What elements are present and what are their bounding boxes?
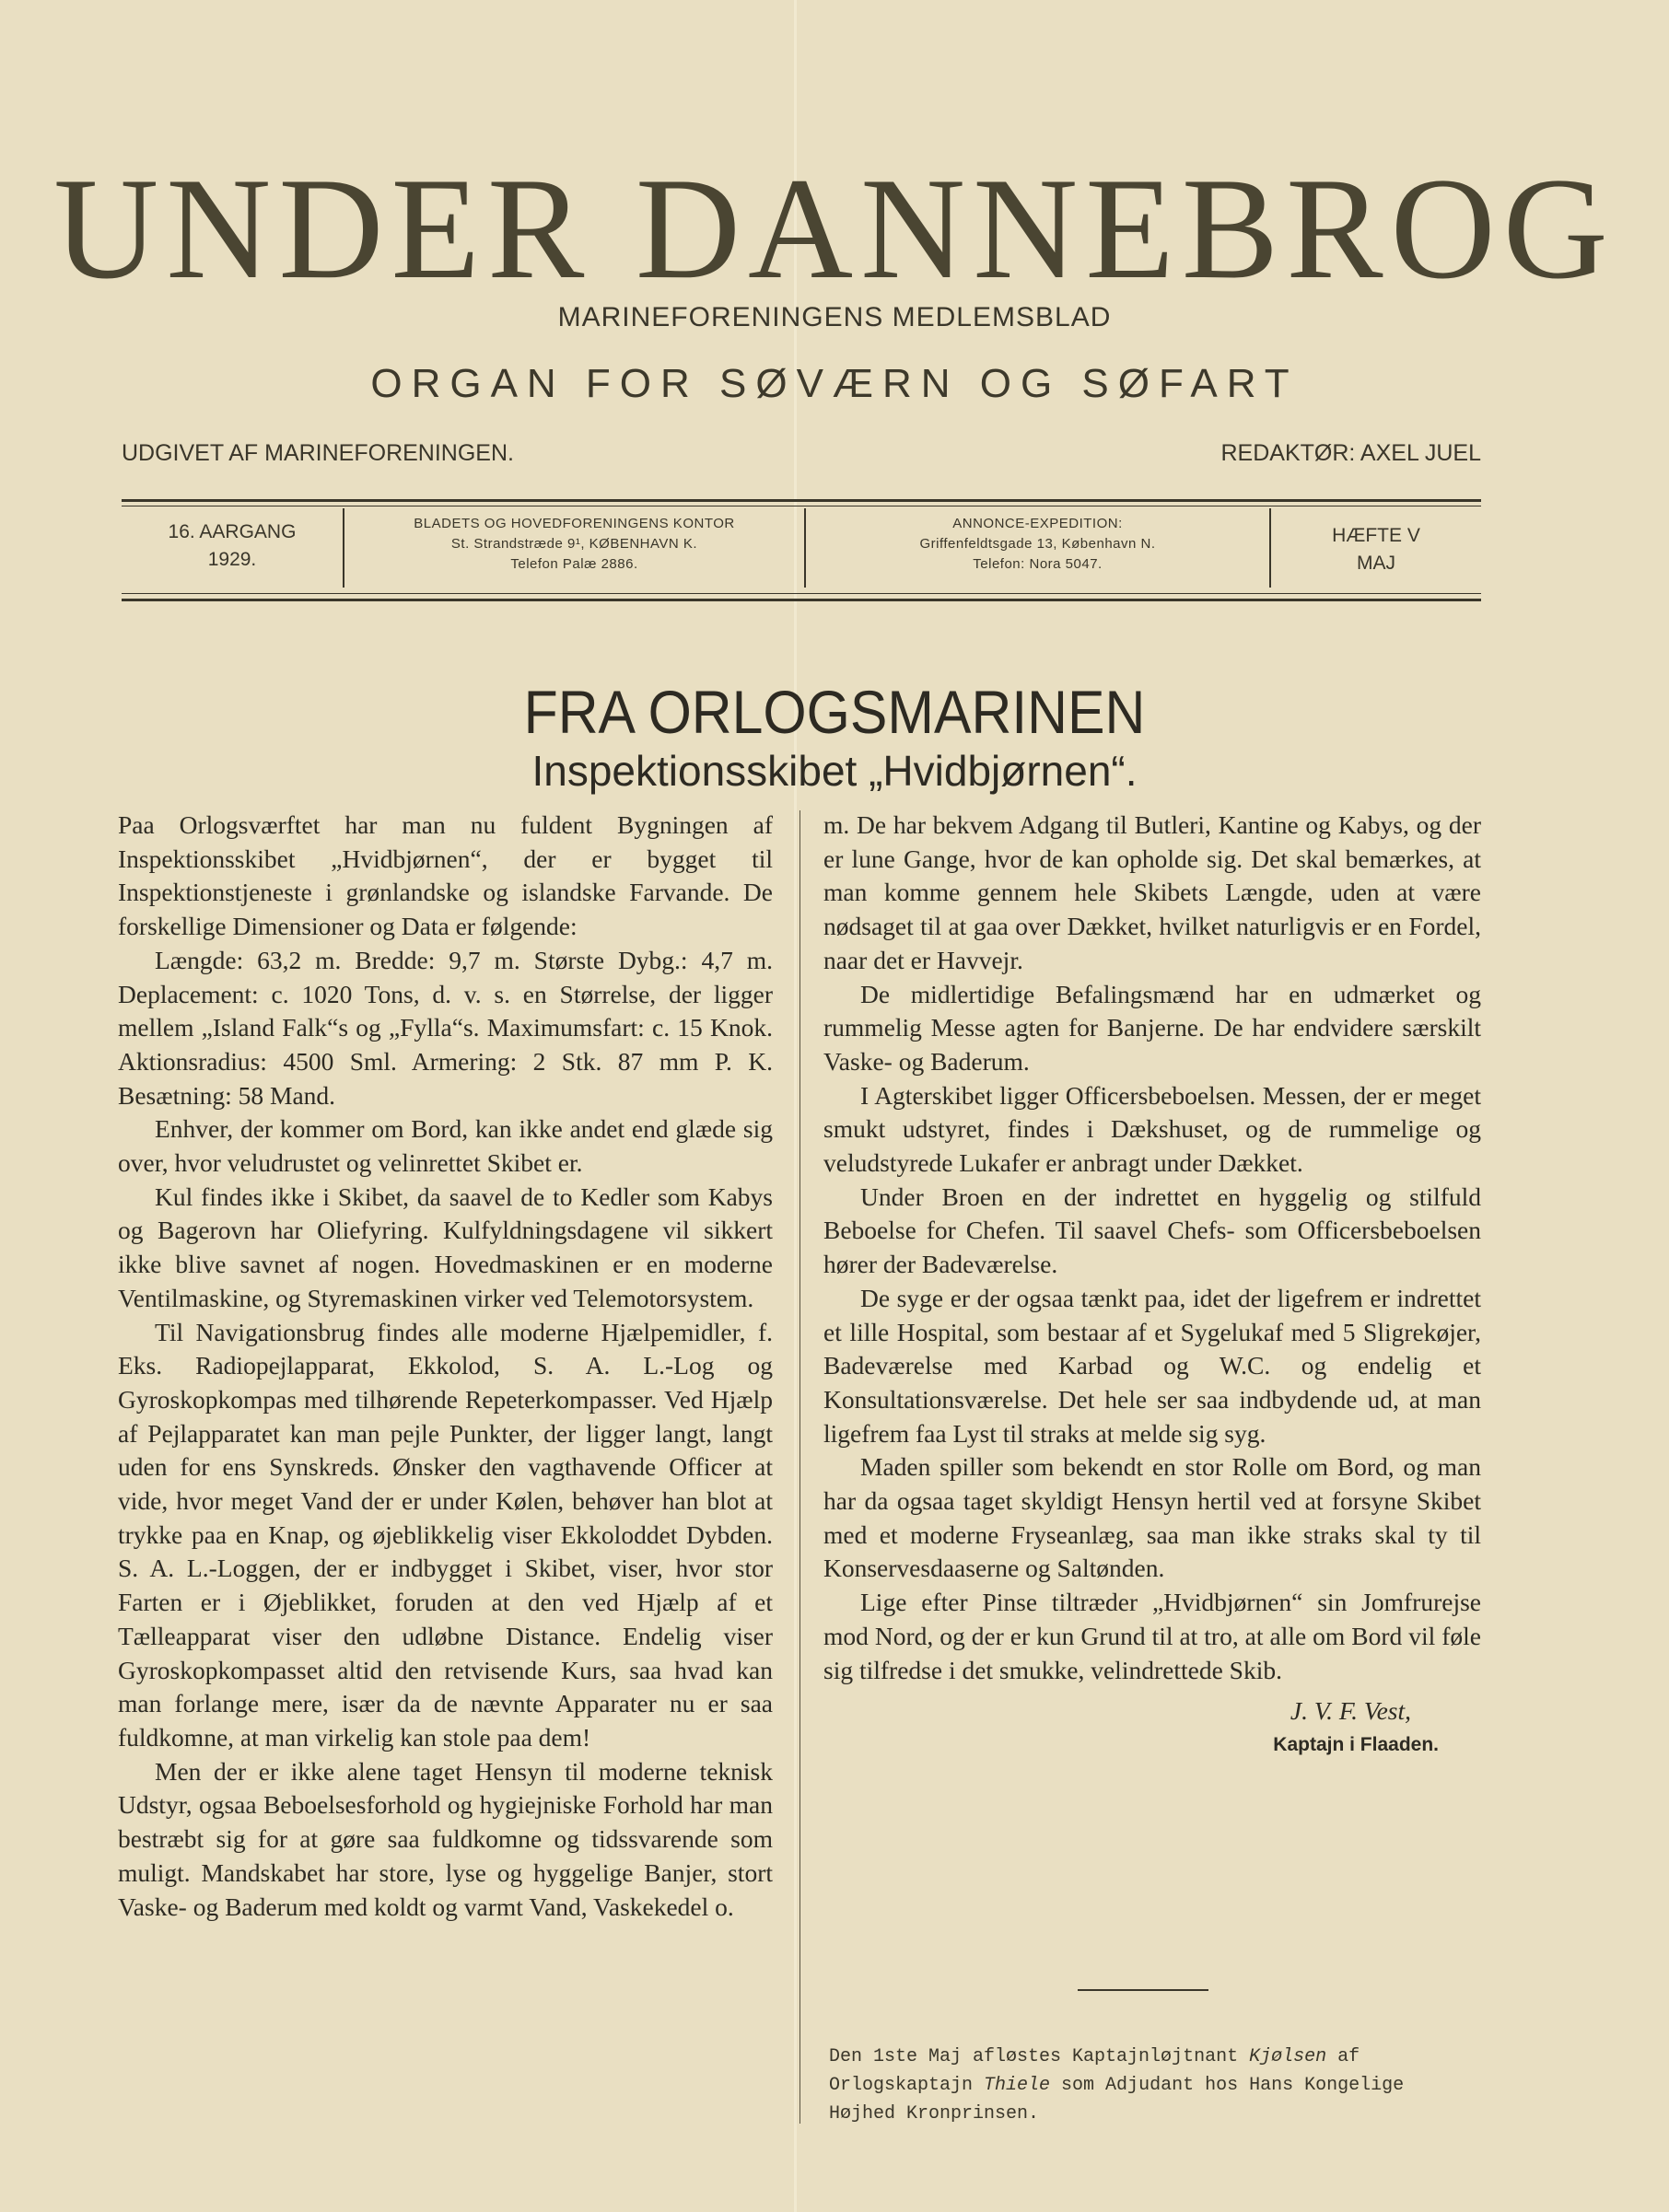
column-divider: [799, 810, 800, 2124]
ads-title: ANNONCE-EXPEDITION:: [952, 516, 1123, 531]
notice-name-kjolsen: Kjølsen: [1249, 2046, 1327, 2067]
article-subheading: Inspektionsskibet „Hvidbjørnen“.: [531, 747, 1138, 795]
issue-year: 1929.: [207, 549, 257, 570]
ads-phone: Telefon: Nora 5047.: [973, 556, 1103, 572]
office-address: St. Strandstræde 9¹, KØBENHAVN K.: [450, 536, 698, 552]
article-paragraph: m. De har bekvem Adgang til Butleri, Kantine og Kabys, og der er lune Gange, hvor de kan opholde sig. Det skal bemærkes, at man komme gennem hele Skibets Længde, uden at være nødsaget til at gaa over Dækket, hvilket naturligvis er en Fordel, naar det er Havvejr.: [823, 810, 1481, 974]
issue-volume: 16. AARGANG: [168, 521, 297, 542]
article-paragraph: Længde: 63,2 m. Bredde: 9,7 m. Største Dybg.: 4,7 m. Deplacement: c. 1020 Tons, d. v. s. en Størrelse, der ligger mellem „Island Falk“s og „Fylla“s. Maximumsfart: c. 15 Knok. Aktionsradius: 4500 Sml. Armering: 2 Stk. 87 mm P. K. Besætning: 58 Mand.: [118, 945, 773, 1110]
office-phone: Telefon Palæ 2886.: [510, 556, 638, 572]
masthead-organ: ORGAN FOR SØVÆRN OG SØFART: [370, 361, 1299, 406]
issue-month: MAJ: [1357, 553, 1395, 574]
office-cell: [344, 516, 804, 572]
signature-role: Kaptajn i Flaaden.: [1273, 1733, 1439, 1755]
article-paragraph: Men der er ikke alene taget Hensyn til moderne teknisk Udstyr, ogsaa Beboelsesforhold og hygiejniske Forhold har man bestræbt sig for at gøre saa fuldkomne og tidssvarende som muligt. Mandskabet har store, lyse og hyggelige Banjer, stort Vaske- og Baderum med koldt og varmt Vand, Vaskekedel o.: [118, 1756, 773, 1921]
issue-number: HÆFTE V: [1332, 525, 1420, 546]
article-paragraph: De midlertidige Befalingsmænd har en udmærket og rummelig Messe agten for Banjerne. De har endvidere særskilt Vaske- og Baderum.: [823, 979, 1481, 1076]
issue-bar-bottom-rule: [122, 593, 1481, 594]
publisher-line: UDGIVET AF MARINEFORENINGEN.: [122, 440, 514, 466]
issue-bar-top-rule: [122, 499, 1481, 502]
issue-volume-cell: [122, 521, 343, 571]
signature-name: J. V. F. Vest,: [1290, 1696, 1411, 1726]
notice-middle: af Orlogskaptajn: [829, 2046, 1360, 2096]
article-paragraph: Kul findes ikke i Skibet, da saavel de to Kedler som Kabys og Bagerovn har Oliefyring. Kulfyldningsdagene vil sikkert ikke blive savnet af nogen. Hovedmaskinen er en moderne Ventilmaskine, og Styremaskinen virker ved Telemotorsystem.: [118, 1182, 773, 1312]
article-paragraph: Under Broen en der indrettet en hyggelig og stilfuld Beboelse for Chefen. Til saavel Chefs- som Officersbeboelsen hører der Badeværelse.: [823, 1182, 1481, 1279]
issue-number-cell: [1271, 525, 1481, 575]
article-right-column: [823, 809, 1481, 1763]
article-paragraph: Maden spiller som bekendt en stor Rolle om Bord, og man har da ogsaa taget skyldigt Hensyn hertil ved at forsyne Skibet med et moderne Fryseanlæg, saa man ikke straks skal ty til Konservesdaaserne og Saltønden.: [823, 1452, 1481, 1583]
article-paragraph: Til Navigationsbrug findes alle moderne Hjælpemidler, f. Eks. Radiopejlapparat, Ekkolod, S. A. L.-Log og Gyroskopkompas med tilhørende Repeterkompasser. Ved Hjælp af Pejlapparatet kan man pejle Punkter, der ligger langt, langt uden for ens Synskreds. Ønsker den vagthavende Officer at vide, hvor meget Vand der er under Kølen, behøver han blot at trykke paa en Knap, og øjeblikkelig viser Ekkoloddet Dybden. S. A. L.-Loggen, der er indbygget i Skibet, viser, hvor stor Farten er i Øjeblikket, foruden at den ved Hjælp af et Tælleapparat viser den udløbne Distance. Endelig viser Gyroskopkompasset altid den retvisende Kurs, saa hvad kan man forlange mere, især da de nævnte Apparater nu er saa fuldkomne, at man virkelig kan stole paa dem!: [118, 1317, 773, 1752]
masthead-title: UNDER DANNEBROG: [53, 148, 1616, 309]
notice-text: [829, 2043, 1474, 2128]
separator-rule: [1078, 1989, 1208, 1991]
editor-line: REDAKTØR: AXEL JUEL: [1220, 440, 1481, 466]
article-paragraph: De syge er der ogsaa tænkt paa, idet der ligefrem er indrettet et lille Hospital, som bestaar af et Sygelukaf med 5 Sligrekøjer, Badeværelse med Karbad og W.C. og endelig et Konsultationsværelse. Det hele ser saa indbydende ud, at man ligefrem faa Lyst til straks at melde sig syg.: [823, 1283, 1481, 1448]
article-paragraph: Paa Orlogsværftet har man nu fuldent Bygningen af Inspektionsskibet „Hvidbjørnen“, der er bygget til Inspektionstjeneste i grønlandske og islandske Farvande. De forskellige Dimensioner og Data er følgende:: [118, 810, 773, 941]
article-paragraph: Lige efter Pinse tiltræder „Hvidbjørnen“ sin Jomfrurejse mod Nord, og der er kun Grund til at tro, at alle om Bord vil føle sig tilfredse i det smukke, velindrettede Skib.: [823, 1588, 1481, 1684]
notice-lead: Den 1ste Maj afløstes Kaptajnløjtnant: [829, 2046, 1250, 2067]
issue-bar-bottom-rule-thick: [122, 599, 1481, 601]
article-paragraph: I Agterskibet ligger Officersbeboelsen. Messen, der er meget smukt udstyret, findes i Dækshuset, og de rummelige og veludstyrede Lukafer er anbragt under Dækket.: [823, 1080, 1481, 1178]
notice-tail: som Adjudant hos Hans Kongelige Højhed Kronprinsen.: [829, 2075, 1405, 2125]
article-heading: FRA ORLOGSMARINEN: [523, 678, 1146, 746]
ads-cell: [806, 516, 1269, 572]
ads-address: Griffenfeldtsgade 13, København N.: [919, 536, 1156, 552]
article-paragraph: Enhver, der kommer om Bord, kan ikke andet end glæde sig over, hvor veludrustet og velinrettet Skibet er.: [118, 1114, 773, 1178]
office-title: BLADETS OG HOVEDFORENINGENS KONTOR: [414, 516, 735, 531]
masthead-subtitle: MARINEFORENINGENS MEDLEMSBLAD: [557, 302, 1112, 332]
notice-name-thiele: Thiele: [984, 2075, 1051, 2096]
article-left-column: [118, 809, 773, 1924]
